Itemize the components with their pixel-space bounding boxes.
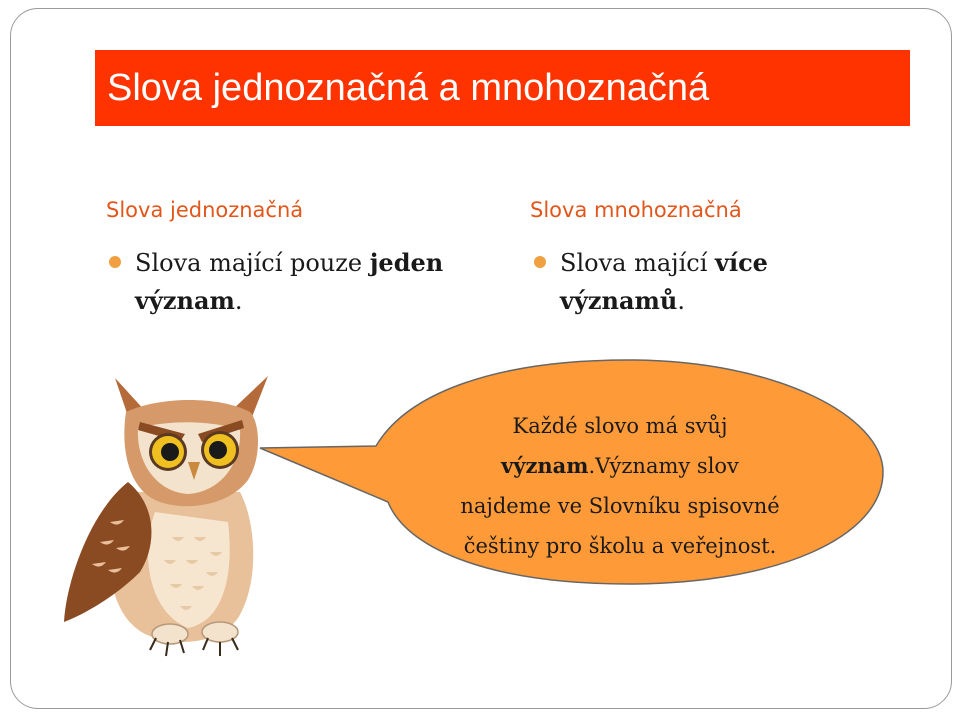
left-column-heading: Slova jednoznačná: [106, 198, 304, 222]
bubble-line-2: [430, 446, 810, 486]
left-bullet-bold-jeden: jeden: [369, 248, 444, 277]
slide-title: Slova jednoznačná a mnohoznačná: [95, 50, 910, 126]
bubble-line-4: češtiny pro školu a veřejnost.: [463, 534, 777, 558]
right-bullet-bold-vice: více: [715, 248, 768, 277]
right-bullet: [560, 244, 920, 320]
bubble-line-2-rest: .Významy slov: [588, 454, 739, 478]
bullet-dot: [534, 256, 546, 268]
left-bullet-text: Slova mající pouze: [135, 249, 370, 277]
right-column-heading: Slova mnohoznačná: [530, 198, 742, 222]
bubble-bold-vyznam: význam: [501, 453, 589, 478]
right-bullet-text: Slova mající: [560, 249, 715, 277]
left-bullet: [135, 244, 495, 320]
bubble-line-1: Každé slovo má svůj: [512, 414, 728, 438]
left-bullet-period: .: [234, 287, 243, 315]
left-bullet-bold-vyznam: význam: [135, 286, 235, 315]
bubble-line-3: najdeme ve Slovníku spisovné: [460, 494, 780, 518]
speech-bubble-text: [430, 406, 810, 566]
bullet-dot: [109, 256, 121, 268]
right-bullet-period: .: [677, 287, 686, 315]
right-bullet-bold-vyznamu: významů: [560, 286, 678, 315]
owl-icon: [60, 372, 285, 672]
